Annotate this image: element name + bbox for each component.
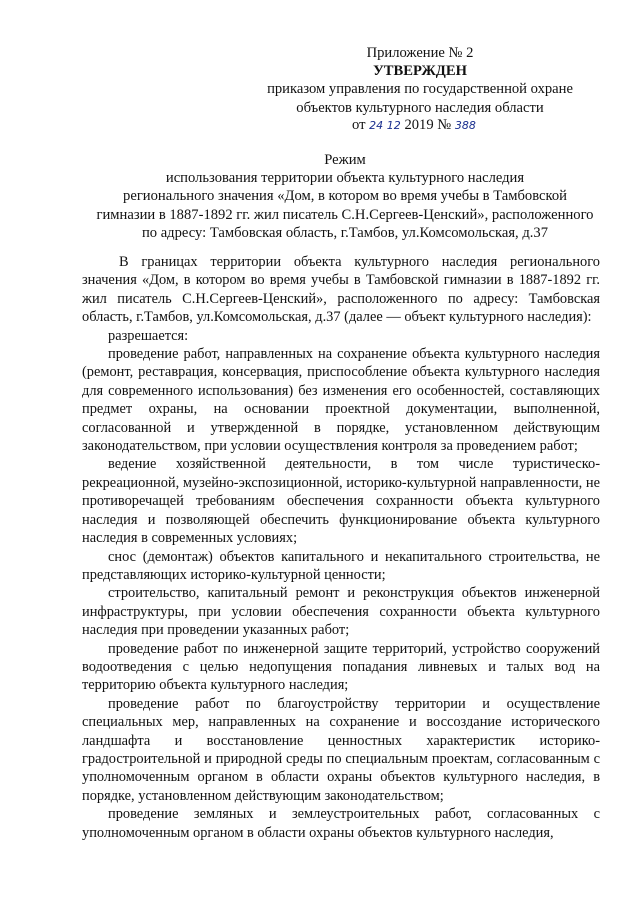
list-item: снос (демонтаж) объектов капитального и некапитального строительства, не представляющих историко-культурной ценности; [82,548,600,583]
document-body [82,253,600,842]
intro-paragraph: В границах территории объекта культурного наследия регионального значения «Дом, в котором во время учебы в Тамбовской гимназии в 1887-1892 гг. жил писатель С.Н.Сергеев-Ценский», расположенного по адресу: Тамбовская область, г.Тамбов, ул.Комсомольская, д.37 (далее — объект культурного наследия): [82,254,600,326]
order-date-line [352,117,476,134]
list-item: проведение работ по благоустройству территории и осуществление специальных мер, направленных на сохранение и воссоздание исторического ландшафта и восстановление ценностных характеристик историко-градостроительной и природной среды по специальным проектам, согласованным с уполномоченным органом в области охраны объектов культурного наследия, в порядке, установленном действующим законодательством; [82,695,600,804]
list-item: проведение работ по инженерной защите территорий, устройство сооружений водоотведения с целью недопущения попадания ливневых и талых вод на территорию объекта культурного наследия; [82,640,600,694]
title-line-5: по адресу: Тамбовская область, г.Тамбов, ул.Комсомольская, д.37 [141,224,549,241]
approval-header [250,44,590,117]
list-item: ведение хозяйственной деятельности, в том числе туристическо-рекреационной, музейно-экспозиционной, историко-культурной направленности, не противоречащей требованиям обеспечения сохранности объекта культурного наследия и позволяющей обеспечить функционирование объекта культурного наследия в современных условиях; [82,456,600,547]
title-line-2: использования территории объекта культурного наследия [165,170,525,187]
handwritten-day: 24 [369,119,384,132]
number-prefix: № [437,117,452,133]
handwritten-month: 12 [386,119,401,132]
title-line-3: регионального значения «Дом, в котором во время учебы в Тамбовской [123,188,567,205]
list-item: проведение земляных и землеустроительных работ, согласованных с уполномоченным органом в области охраны объектов культурного наследия, [82,806,600,841]
date-prefix: от [352,117,366,133]
order-line-2: объектов культурного наследия области [296,99,544,116]
appendix-number: Приложение № 2 [366,45,474,61]
order-line-1: приказом управления по государственной охране [267,81,573,98]
title-line-4: гимназии в 1887-1892 гг. жил писатель С.Н.Сергеев-Ценский», расположенного [96,206,594,223]
document-title [80,151,610,242]
list-item: строительство, капитальный ремонт и реконструкция объектов инженерной инфраструктуры, при условии обеспечения сохранности объекта культурного наследия при проведении указанных работ; [82,585,600,639]
list-item: проведение работ, направленных на сохранение объекта культурного наследия (ремонт, реставрация, консервация, приспособление объекта культурного наследия для современного использования) без изменения его особенностей, составляющих предмет охраны, на основании проектной документации, выполненной, согласованной и утвержденной в порядке, установленном действующим законодательством, при условии осуществления контроля за проведением работ; [82,346,600,455]
date-year: 2019 [404,117,434,133]
title-line-1: Режим [324,152,366,168]
approved-stamp: УТВЕРЖДЕН [373,63,467,80]
allowed-heading: разрешается: [108,327,189,344]
handwritten-number: 388 [454,119,476,132]
